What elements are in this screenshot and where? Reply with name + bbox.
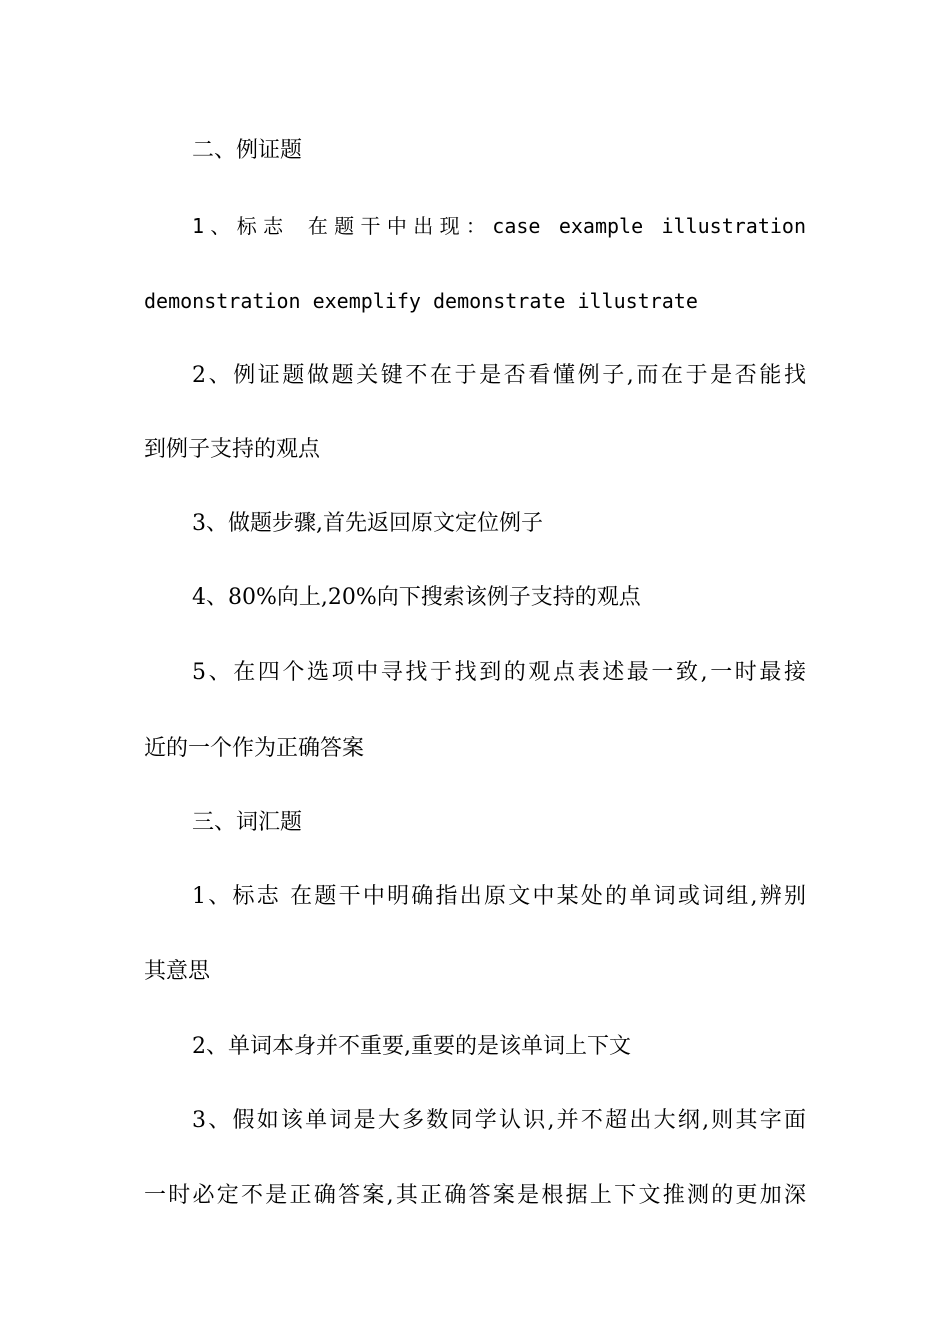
section-heading-example-questions: 二、例证题 xyxy=(192,138,303,163)
paragraph-line: 4、80%向上,20%向下搜索该例子支持的观点 xyxy=(192,585,641,610)
paragraph-line: 2、单词本身并不重要,重要的是该单词上下文 xyxy=(192,1034,631,1059)
paragraph-line: 1、标志 在题干中出现：case example illustration xyxy=(192,214,806,238)
paragraph-line: 1、标志 在题干中明确指出原文中某处的单词或词组,辨别 xyxy=(192,884,806,909)
paragraph-line: 近的一个作为正确答案 xyxy=(144,736,365,761)
paragraph-line: 2、例证题做题关键不在于是否看懂例子,而在于是否能找 xyxy=(192,363,806,388)
paragraph-line: 到例子支持的观点 xyxy=(144,437,321,462)
paragraph-line: 3、假如该单词是大多数同学认识,并不超出大纲,则其字面 xyxy=(192,1108,806,1133)
paragraph-line: 一时必定不是正确答案,其正确答案是根据上下文推测的更加深 xyxy=(144,1183,806,1208)
paragraph-line: demonstration exemplify demonstrate illustrate xyxy=(144,289,698,313)
paragraph-line: 其意思 xyxy=(144,959,211,984)
paragraph-line: 3、做题步骤,首先返回原文定位例子 xyxy=(192,511,543,536)
paragraph-line: 5、在四个选项中寻找于找到的观点表述最一致,一时最接 xyxy=(192,660,806,685)
section-heading-vocabulary-questions: 三、词汇题 xyxy=(192,810,303,835)
